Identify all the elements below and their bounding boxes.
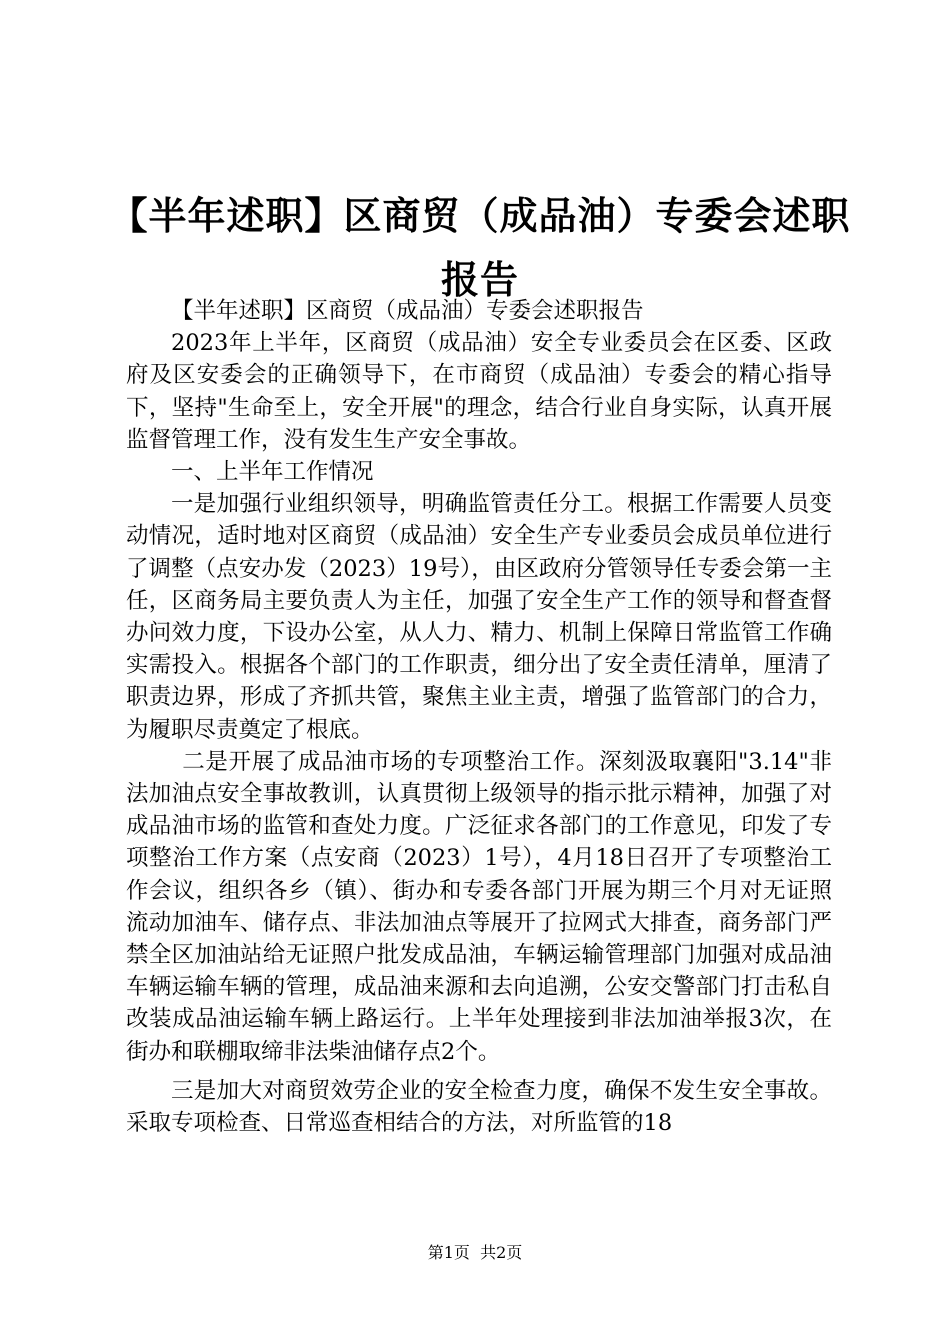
paragraph-subtitle: 【半年述职】区商贸（成品油）专委会述职报告 (171, 298, 644, 324)
section-heading: 一、上半年工作情况 (171, 459, 374, 486)
page-footer: 第1页 共2页 (427, 1243, 523, 1262)
paragraph-item-3: 三是加大对商贸效劳企业的安全检查力度，确保不发生安全事故。采取专项检查、日常巡查相结合的方法，对所监管的18 (126, 1077, 832, 1137)
paragraph-item-2: 二是开展了成品油市场的专项整治工作。深刻汲取襄阳"3.14"非法加油点安全事故教训，认真贯彻上级领导的指示批示精神，加强了对成品油市场的监管和查处力度。广泛征求各部门的工作意见，印发了专项整治工作方案（点安商（2023）1号），4月18日召开了专项整治工作会议，组织各乡（镇）、街办和专委各部门开展为期三个月对无证照流动加油车、储存点、非法加油点等展开了拉网式大排查，商务部门严禁全区加油站给无证照户批发成品油，车辆运输管理部门加强对成品油车辆运输车辆的管理，成品油来源和去向追溯，公安交警部门打击私自改装成品油运输车辆上路运行。上半年处理接到非法加油举报3次，在街办和联棚取缔非法柴油储存点2个。 (126, 748, 832, 1065)
paragraph-intro: 2023年上半年，区商贸（成品油）安全专业委员会在区委、区政府及区安委会的正确领导下，在市商贸（成品油）专委会的精心指导下，坚持"生命至上，安全开展"的理念，结合行业自身实际，认真开展监督管理工作，没有发生生产安全事故。 (126, 330, 832, 453)
paragraph-item-1: 一是加强行业组织领导，明确监管责任分工。根据工作需要人员变动情况，适时地对区商贸（成品油）安全生产专业委员会成员单位进行了调整（点安办发（2023）19号），由区政府分管领导任专委会第一主任，区商务局主要负责人为主任，加强了安全生产工作的领导和督查督办问效力度，下设办公室，从人力、精力、机制上保障日常监管工作确实需投入。根据各个部门的工作职责，细分出了安全责任清单，厘清了职责边界，形成了齐抓共管，聚焦主业主责，增强了监管部门的合力，为履职尽责奠定了根底。 (126, 491, 832, 743)
document-body (126, 295, 832, 1139)
page-title: 【半年述职】区商贸（成品油）专委会述职报告 (109, 193, 851, 302)
